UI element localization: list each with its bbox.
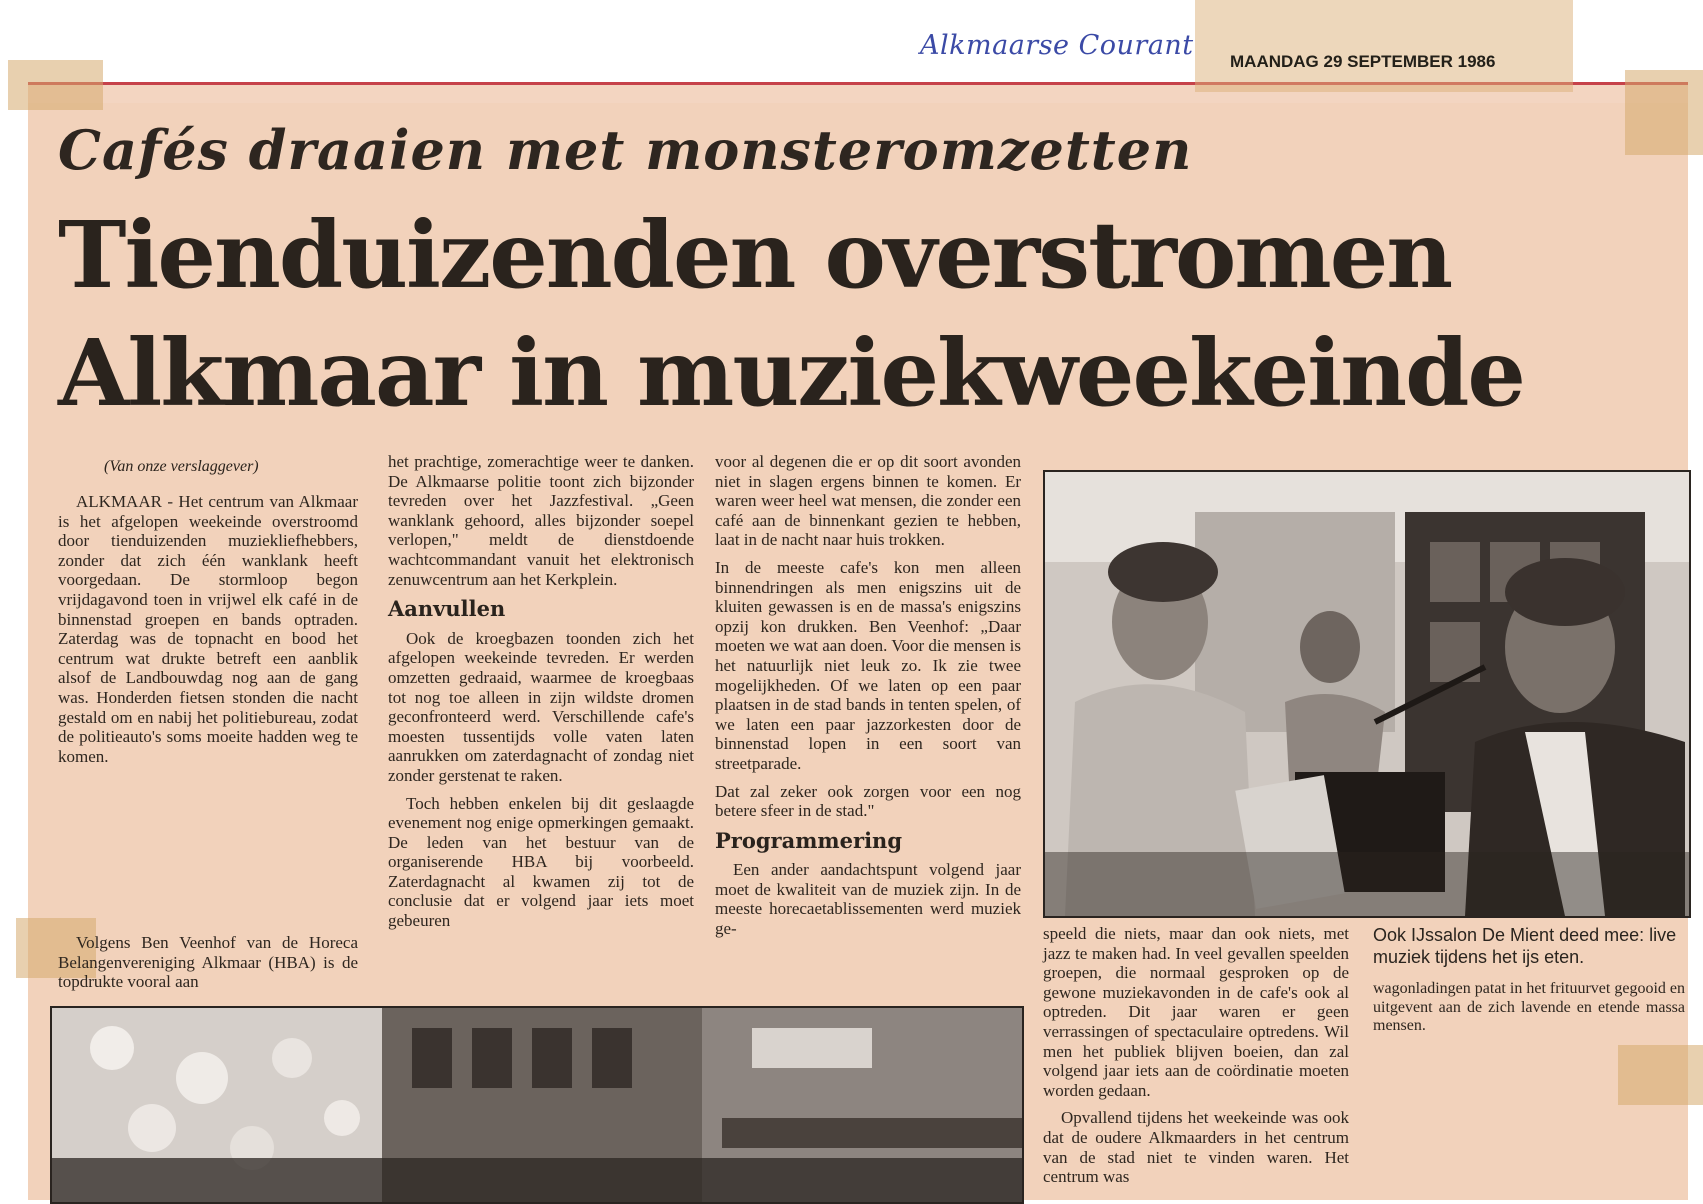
tape-top-right — [1195, 0, 1573, 92]
tape-bottom-right — [1618, 1045, 1703, 1105]
paragraph: In de meeste cafe's kon men alleen binnendringen als men enigszins uit de kluiten gewassen is en de massa's enigszins opzij kon drukken. Ben Veenhof: „Daar moeten we wat aan doen. Voor die mensen is het natuurlijk niet leuk zo. Ik zie twee mogelijkheden. Of we laten op een paar plaatsen in de stad bands in tenten spelen, of we laten een paar jazzorkesten door de binnenstad lopen in een soort van streetparade. — [715, 557, 1021, 773]
photo-street-scene-graphic — [52, 1008, 1022, 1202]
article-column-3 — [715, 452, 1021, 947]
paragraph: speeld die niets, maar dan ook niets, met jazz te maken had. In veel gevallen speelden groepen, die normaal gesproken op de gewone muziekavonden in de cafe's ook al optreden. Dit jaar waren er geen verrassingen of spectaculaire optredens. Wil men het publiek blijven boeien, dan zal volgend jaar iets aan de coördinatie moeten worden gedaan. — [1043, 924, 1349, 1100]
subheadline: Cafés draaien met monsteromzetten — [58, 118, 1193, 182]
headline — [58, 196, 1524, 432]
paragraph: Volgens Ben Veenhof van de Horeca Belangenvereniging Alkmaar (HBA) is de topdrukte vooral aan — [58, 933, 358, 992]
photo-caption: Ook IJssalon De Mient deed mee: live muziek tijdens het ijs eten. — [1373, 925, 1677, 967]
tape-top-left — [8, 60, 103, 110]
paragraph: Ook de kroegbazen toonden zich het afgelopen weekeinde tevreden. Er werden omzetten gedraaid, waarmee de kroegbaas tot nog toe alleen in zijn wildste dromen geconfronteerd werd. Verschillende cafe's moesten tussentijds volle vaten laten aanrukken om zaterdagnacht of zondag niet zonder gerstenat te raken. — [388, 628, 694, 785]
tape-right — [1625, 70, 1703, 155]
paragraph: het prachtige, zomerachtige weer te danken. De Alkmaarse politie toont zich bijzonder tevreden over het Jazzfestival. „Geen wanklank gehoord, alles bijzonder soepel verlopen," meldt de dienstdoende wachtcommandant vanuit het elektronisch zenuwcentrum aan het Kerkplein. — [388, 452, 694, 589]
photo-band-performance-graphic — [1045, 472, 1689, 916]
article-column-1-bottom — [58, 933, 358, 1000]
paragraph: voor al degenen die er op dit soort avonden niet in slagen ergens binnen te komen. Er waren weer heel wat mensen, die zonder een café aan de binnenkant gezien te hebben, laat in de nacht naar huis trokken. — [715, 452, 1021, 550]
article-column-5: wagonladingen patat in het frituurvet gegooid en uitgevent aan de zich lavende en etende massa mensen. — [1373, 980, 1685, 1035]
article-column-4 — [1043, 924, 1349, 1195]
paragraph: Toch hebben enkelen bij dit geslaagde evenement nog enige opmerkingen gemaakt. De leden van het bestuur van de organiserende HBA bij voorbeeld. Zaterdagnacht al kwamen zij tot de conclusie dat er volgend jaar iets moet gebeuren — [388, 793, 694, 931]
headline-line-1: Tienduizenden overstromen — [58, 201, 1452, 309]
photo-band-performance — [1043, 470, 1691, 918]
paragraph: ALKMAAR - Het centrum van Alkmaar is het afgelopen weekeinde overstroomd door tienduizenden muziekliefhebbers, zonder dat zich één wanklank heeft voorgedaan. De stormloop begon vrijdagavond toen in vrijwel elk café in de binnenstad groepen en bands optraden. Zaterdag was de topnacht en bood het centrum wat drukte betreft een aanblik alsof de Landbouwdag nog aan de gang was. Honderden fietsen stonden die nacht gestald om en nabij het politiebureau, zodat de politieauto's soms moeite hadden weg te komen. — [58, 492, 358, 766]
article-column-1 — [58, 492, 358, 774]
paragraph: Opvallend tijdens het weekeinde was ook dat de oudere Alkmaarders in het centrum van de stad niet te vinden waren. Het centrum was — [1043, 1108, 1349, 1187]
section-heading-programmering: Programmering — [715, 827, 903, 853]
article-column-2 — [388, 452, 694, 939]
date-line: MAANDAG 29 SEPTEMBER 1986 — [1230, 52, 1496, 71]
paragraph: Een ander aandachtspunt volgend jaar moet de kwaliteit van de muziek zijn. In de meeste horecaetablissementen werd muziek ge- — [715, 860, 1021, 939]
paragraph: Dat zal zeker ook zorgen voor een nog betere sfeer in de stad." — [715, 781, 1021, 821]
section-heading-aanvullen: Aanvullen — [388, 596, 506, 622]
byline: (Van onze verslaggever) — [104, 458, 259, 475]
photo-street-scene — [50, 1006, 1024, 1204]
handwritten-note: Alkmaarse Courant — [920, 30, 1194, 61]
headline-line-2: Alkmaar in muziekweekeinde — [58, 319, 1524, 427]
